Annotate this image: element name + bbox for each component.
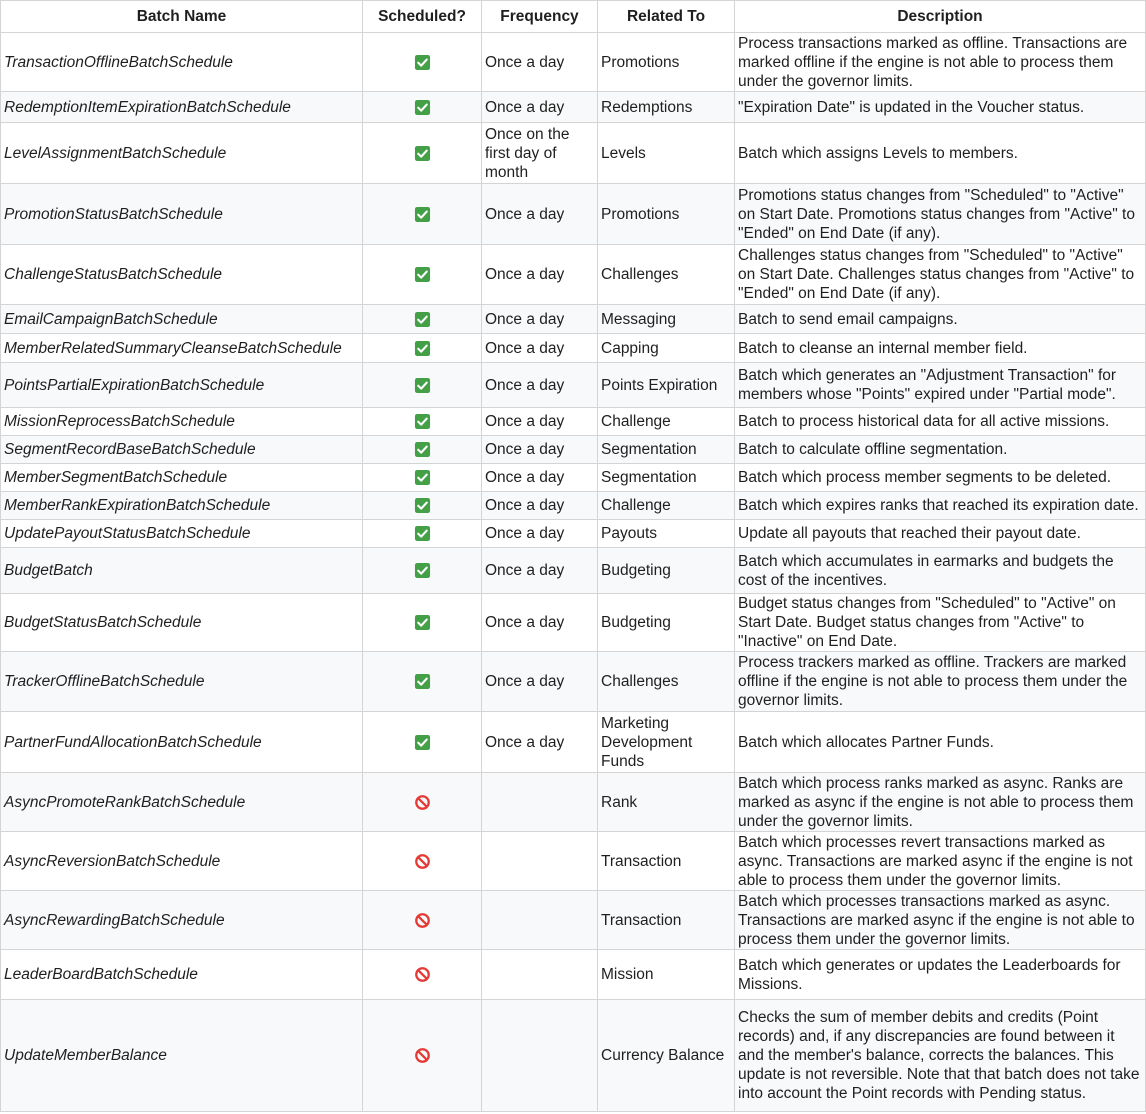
frequency-cell: Once a day (482, 712, 598, 773)
table-row (1, 652, 1146, 712)
description-cell: Budget status changes from "Scheduled" to "Active" on Start Date. Budget status changes from "Active" to "Inactive" on End Date. (735, 594, 1146, 652)
frequency-cell (482, 950, 598, 1000)
description-cell: Process transactions marked as offline. Transactions are marked offline if the engine is not able to process them under the governor limits. (735, 33, 1146, 92)
scheduled-cell (363, 492, 482, 520)
related-to-cell: Transaction (598, 891, 735, 950)
description-cell: Batch which assigns Levels to members. (735, 123, 1146, 184)
batch-name-cell: UpdatePayoutStatusBatchSchedule (1, 520, 363, 548)
frequency-cell (482, 891, 598, 950)
description-cell: Batch which accumulates in earmarks and budgets the cost of the incentives. (735, 548, 1146, 594)
header-row (1, 1, 1146, 33)
table-row (1, 950, 1146, 1000)
check-icon (414, 469, 431, 486)
frequency-cell: Once a day (482, 652, 598, 712)
scheduled-cell (363, 464, 482, 492)
table-row (1, 184, 1146, 245)
batch-name-cell: MemberSegmentBatchSchedule (1, 464, 363, 492)
scheduled-cell (363, 184, 482, 245)
description-cell: Batch which processes revert transactions marked as async. Transactions are marked async if the engine is not able to process them under the governor limits. (735, 832, 1146, 891)
description-cell: Batch which expires ranks that reached its expiration date. (735, 492, 1146, 520)
batch-name-cell: PointsPartialExpirationBatchSchedule (1, 363, 363, 408)
related-to-cell: Payouts (598, 520, 735, 548)
check-icon (414, 266, 431, 283)
related-to-cell: Redemptions (598, 92, 735, 123)
check-icon (414, 340, 431, 357)
related-to-cell: Budgeting (598, 594, 735, 652)
batch-name-cell: UpdateMemberBalance (1, 1000, 363, 1112)
table-row (1, 436, 1146, 464)
table-row (1, 712, 1146, 773)
description-cell: Batch which processes transactions marked as async. Transactions are marked async if the engine is not able to process them under the governor limits. (735, 891, 1146, 950)
scheduled-cell (363, 245, 482, 305)
description-cell: Batch which process member segments to be deleted. (735, 464, 1146, 492)
batch-name-cell: TrackerOfflineBatchSchedule (1, 652, 363, 712)
table-row (1, 33, 1146, 92)
description-cell: Batch to cleanse an internal member field. (735, 334, 1146, 363)
header-frequency: Frequency (482, 1, 598, 33)
frequency-cell: Once a day (482, 334, 598, 363)
related-to-cell: Promotions (598, 33, 735, 92)
batch-name-cell: SegmentRecordBaseBatchSchedule (1, 436, 363, 464)
frequency-cell: Once a day (482, 92, 598, 123)
header-related-to: Related To (598, 1, 735, 33)
batch-name-cell: MemberRelatedSummaryCleanseBatchSchedule (1, 334, 363, 363)
batch-name-cell: AsyncReversionBatchSchedule (1, 832, 363, 891)
batch-name-cell: AsyncRewardingBatchSchedule (1, 891, 363, 950)
check-icon (414, 562, 431, 579)
table-row (1, 891, 1146, 950)
check-icon (414, 145, 431, 162)
batch-name-cell: MemberRankExpirationBatchSchedule (1, 492, 363, 520)
scheduled-cell (363, 363, 482, 408)
frequency-cell: Once a day (482, 184, 598, 245)
prohibited-icon (414, 966, 431, 983)
description-cell: Batch to send email campaigns. (735, 305, 1146, 334)
header-description: Description (735, 1, 1146, 33)
scheduled-cell (363, 773, 482, 832)
check-icon (414, 206, 431, 223)
table-row (1, 363, 1146, 408)
batch-name-cell: PartnerFundAllocationBatchSchedule (1, 712, 363, 773)
table-row (1, 1000, 1146, 1112)
scheduled-cell (363, 436, 482, 464)
related-to-cell: Promotions (598, 184, 735, 245)
related-to-cell: Transaction (598, 832, 735, 891)
related-to-cell: Messaging (598, 305, 735, 334)
table-row (1, 520, 1146, 548)
check-icon (414, 673, 431, 690)
description-cell: Batch which allocates Partner Funds. (735, 712, 1146, 773)
batch-name-cell: MissionReprocessBatchSchedule (1, 408, 363, 436)
description-cell: Checks the sum of member debits and credits (Point records) and, if any discrepancies are found between it and the member's balance, corrects the balances. This update is not reversible. Note that that batch does not take into account the Point records with Pending status. (735, 1000, 1146, 1112)
scheduled-cell (363, 712, 482, 773)
description-cell: Batch to process historical data for all active missions. (735, 408, 1146, 436)
check-icon (414, 413, 431, 430)
table-row (1, 464, 1146, 492)
related-to-cell: Rank (598, 773, 735, 832)
check-icon (414, 734, 431, 751)
table-row (1, 245, 1146, 305)
scheduled-cell (363, 334, 482, 363)
frequency-cell: Once a day (482, 305, 598, 334)
scheduled-cell (363, 594, 482, 652)
description-cell: Batch which generates an "Adjustment Transaction" for members whose "Points" expired under "Partial mode". (735, 363, 1146, 408)
frequency-cell: Once a day (482, 363, 598, 408)
check-icon (414, 377, 431, 394)
batch-name-cell: AsyncPromoteRankBatchSchedule (1, 773, 363, 832)
frequency-cell: Once a day (482, 245, 598, 305)
scheduled-cell (363, 652, 482, 712)
description-cell: Process trackers marked as offline. Trackers are marked offline if the engine is not able to process them under the governor limits. (735, 652, 1146, 712)
prohibited-icon (414, 912, 431, 929)
related-to-cell: Mission (598, 950, 735, 1000)
batch-name-cell: BudgetStatusBatchSchedule (1, 594, 363, 652)
scheduled-cell (363, 305, 482, 334)
scheduled-cell (363, 520, 482, 548)
prohibited-icon (414, 1047, 431, 1064)
frequency-cell (482, 832, 598, 891)
batch-name-cell: RedemptionItemExpirationBatchSchedule (1, 92, 363, 123)
description-cell: Batch which generates or updates the Leaderboards for Missions. (735, 950, 1146, 1000)
description-cell: Update all payouts that reached their payout date. (735, 520, 1146, 548)
table-row (1, 594, 1146, 652)
scheduled-cell (363, 950, 482, 1000)
check-icon (414, 441, 431, 458)
related-to-cell: Segmentation (598, 436, 735, 464)
description-cell: Batch which process ranks marked as async. Ranks are marked as async if the engine is not able to process them under the governor limits. (735, 773, 1146, 832)
prohibited-icon (414, 853, 431, 870)
related-to-cell: Challenges (598, 652, 735, 712)
description-cell: Batch to calculate offline segmentation. (735, 436, 1146, 464)
prohibited-icon (414, 794, 431, 811)
scheduled-cell (363, 92, 482, 123)
related-to-cell: Challenge (598, 492, 735, 520)
table-row (1, 832, 1146, 891)
related-to-cell: Challenge (598, 408, 735, 436)
table-row (1, 123, 1146, 184)
frequency-cell (482, 1000, 598, 1112)
check-icon (414, 99, 431, 116)
scheduled-cell (363, 408, 482, 436)
related-to-cell: Levels (598, 123, 735, 184)
related-to-cell: Challenges (598, 245, 735, 305)
batch-name-cell: ChallengeStatusBatchSchedule (1, 245, 363, 305)
related-to-cell: Capping (598, 334, 735, 363)
frequency-cell: Once a day (482, 33, 598, 92)
frequency-cell: Once a day (482, 520, 598, 548)
scheduled-cell (363, 891, 482, 950)
check-icon (414, 54, 431, 71)
related-to-cell: Currency Balance (598, 1000, 735, 1112)
related-to-cell: Points Expiration (598, 363, 735, 408)
frequency-cell: Once a day (482, 548, 598, 594)
table-row (1, 305, 1146, 334)
frequency-cell: Once on the first day of month (482, 123, 598, 184)
table-row (1, 334, 1146, 363)
table-row (1, 548, 1146, 594)
table-row (1, 773, 1146, 832)
table-body (1, 33, 1146, 1112)
batch-name-cell: EmailCampaignBatchSchedule (1, 305, 363, 334)
table-row (1, 92, 1146, 123)
batch-name-cell: LeaderBoardBatchSchedule (1, 950, 363, 1000)
description-cell: Promotions status changes from "Scheduled" to "Active" on Start Date. Promotions status changes from "Active" to "Ended" on End Date (if any). (735, 184, 1146, 245)
check-icon (414, 525, 431, 542)
scheduled-cell (363, 548, 482, 594)
frequency-cell: Once a day (482, 464, 598, 492)
description-cell: "Expiration Date" is updated in the Voucher status. (735, 92, 1146, 123)
table-row (1, 408, 1146, 436)
check-icon (414, 614, 431, 631)
frequency-cell: Once a day (482, 594, 598, 652)
scheduled-cell (363, 1000, 482, 1112)
frequency-cell (482, 773, 598, 832)
frequency-cell: Once a day (482, 492, 598, 520)
check-icon (414, 497, 431, 514)
frequency-cell: Once a day (482, 436, 598, 464)
table-row (1, 492, 1146, 520)
header-batch-name: Batch Name (1, 1, 363, 33)
scheduled-cell (363, 123, 482, 184)
check-icon (414, 311, 431, 328)
batch-name-cell: PromotionStatusBatchSchedule (1, 184, 363, 245)
related-to-cell: Budgeting (598, 548, 735, 594)
header-scheduled: Scheduled? (363, 1, 482, 33)
batch-name-cell: TransactionOfflineBatchSchedule (1, 33, 363, 92)
batch-name-cell: BudgetBatch (1, 548, 363, 594)
related-to-cell: Marketing Development Funds (598, 712, 735, 773)
batch-name-cell: LevelAssignmentBatchSchedule (1, 123, 363, 184)
description-cell: Challenges status changes from "Scheduled" to "Active" on Start Date. Challenges status changes from "Active" to "Ended" on End Date (if any). (735, 245, 1146, 305)
scheduled-cell (363, 832, 482, 891)
scheduled-cell (363, 33, 482, 92)
related-to-cell: Segmentation (598, 464, 735, 492)
frequency-cell: Once a day (482, 408, 598, 436)
